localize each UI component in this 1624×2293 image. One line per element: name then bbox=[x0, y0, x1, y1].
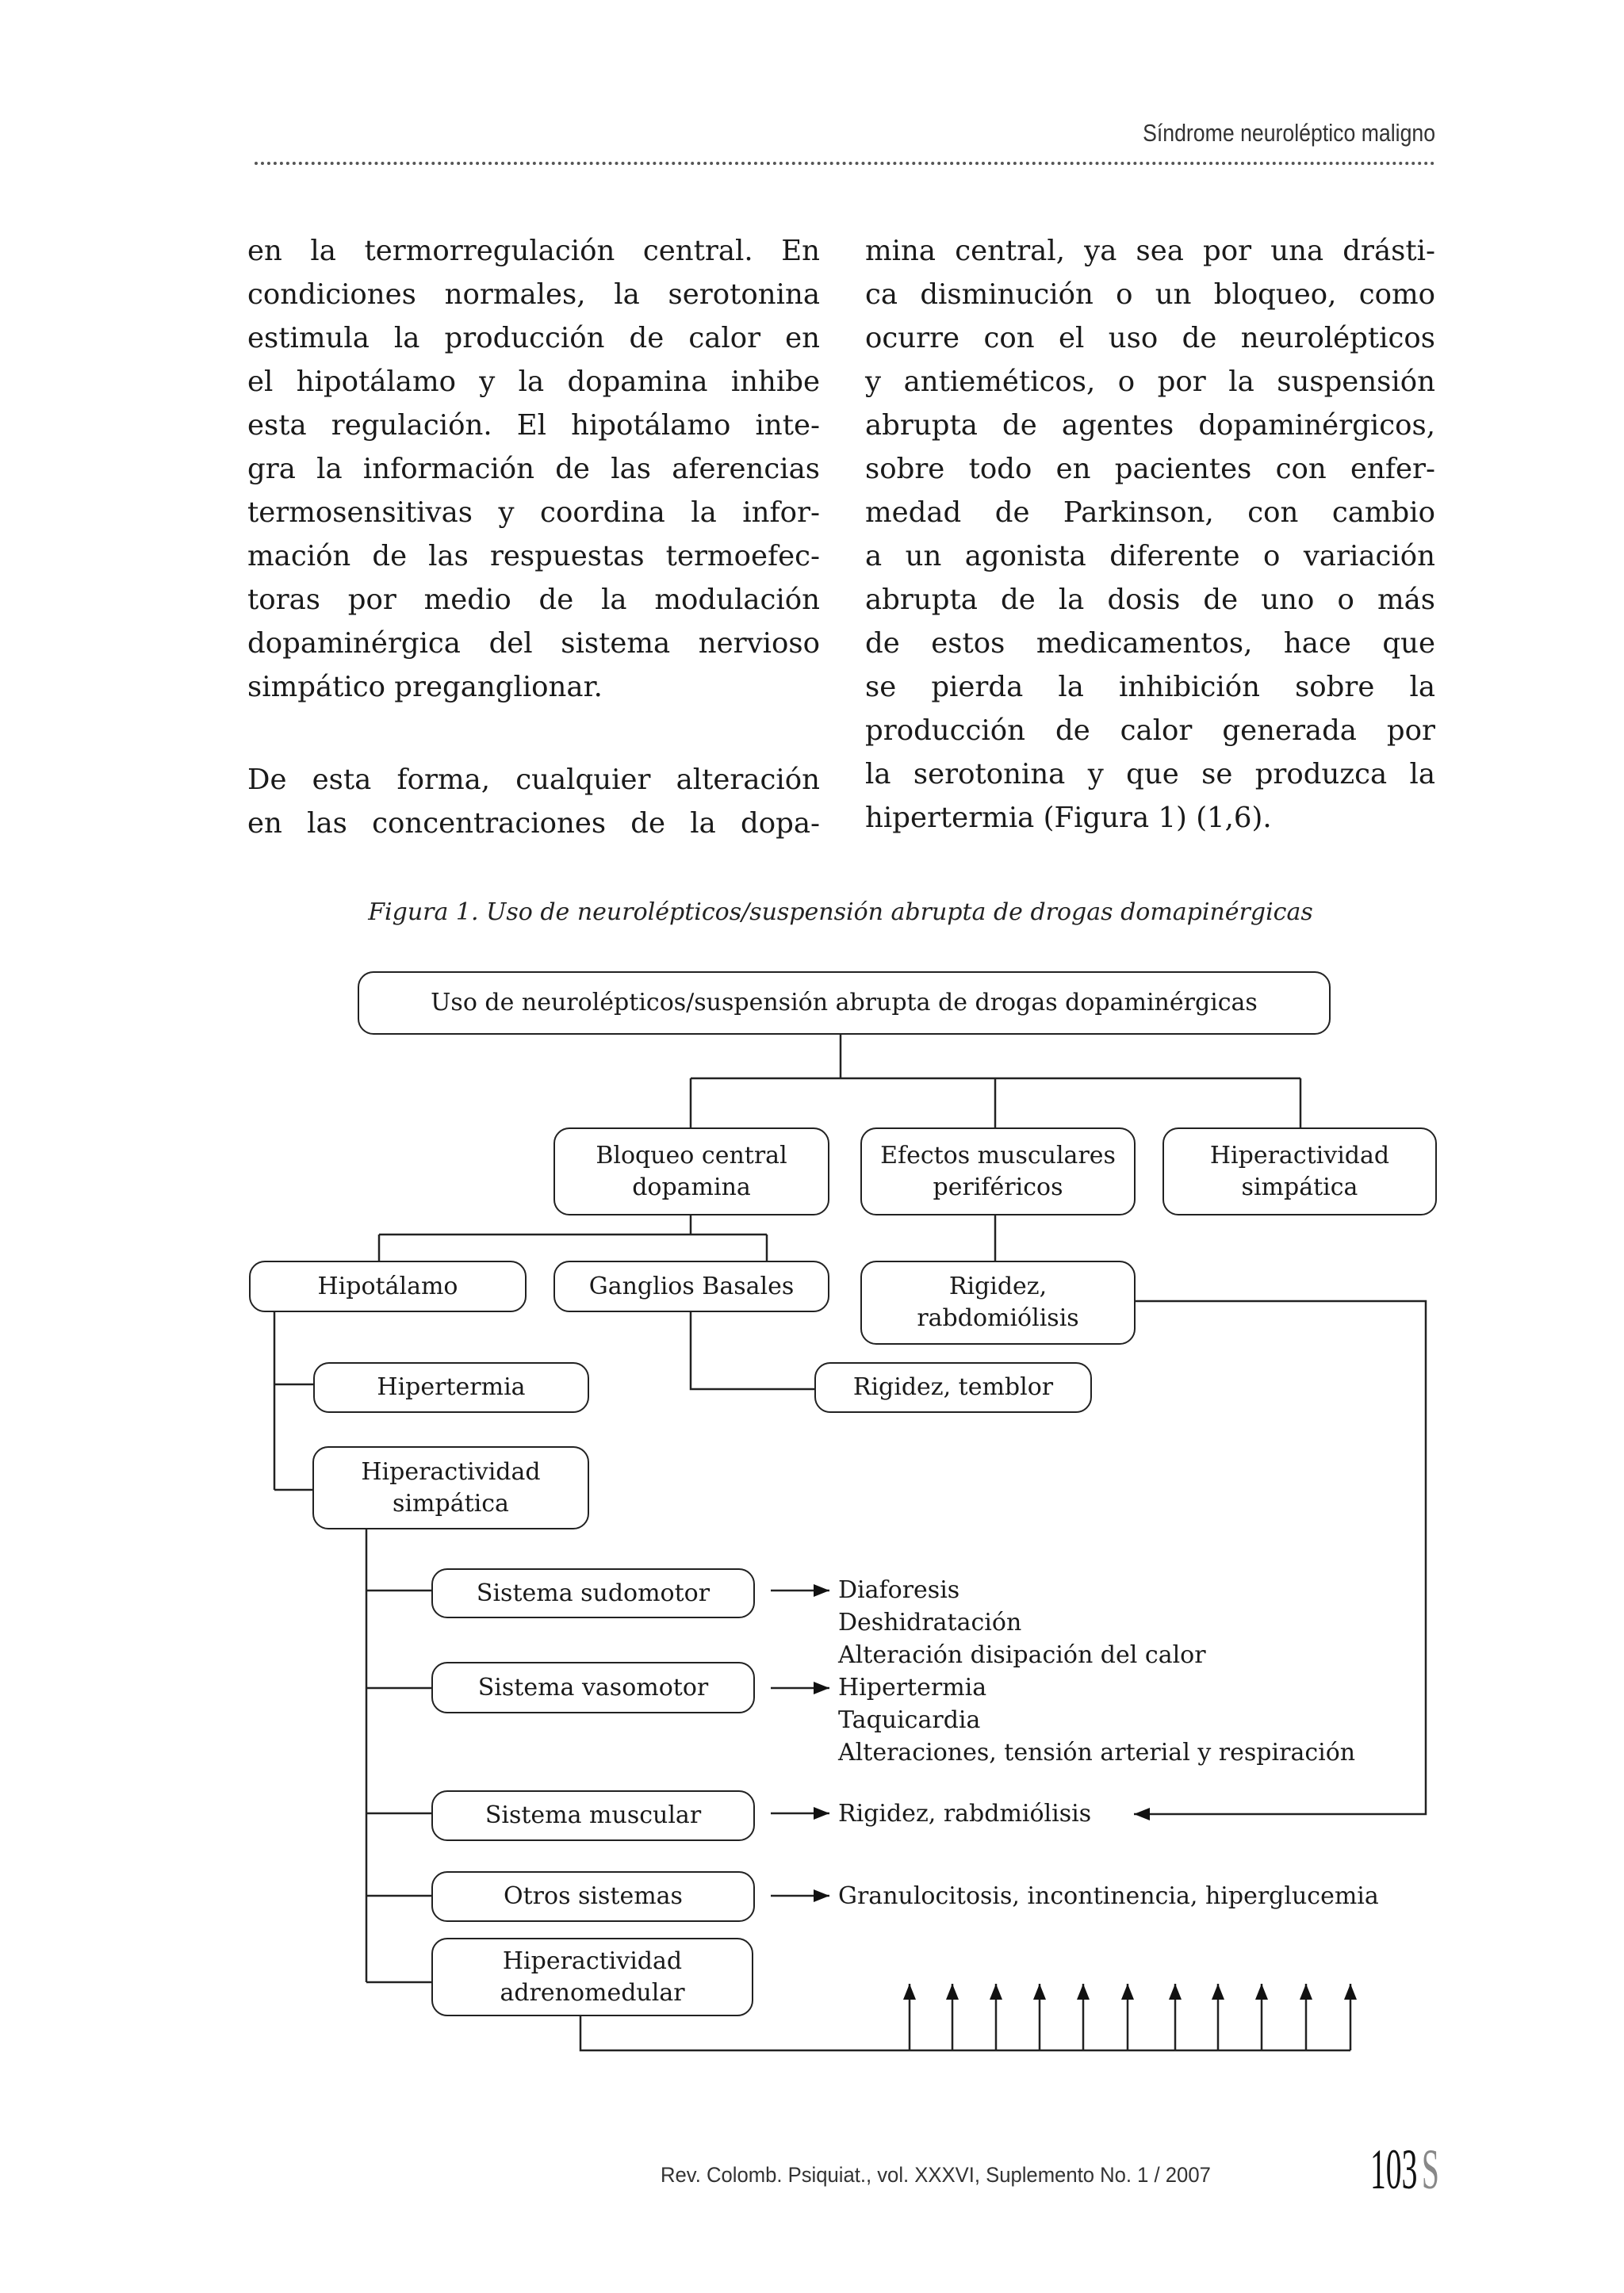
figure-caption: Figura 1. Uso de neurolépticos/suspensión abrupta de drogas domapinérgicas bbox=[368, 898, 1313, 926]
node-label-line: simpática bbox=[393, 1489, 509, 1518]
text-line: y antieméticos, o por la suspensión bbox=[865, 366, 1435, 398]
node-sistema-vasomotor bbox=[431, 1662, 755, 1713]
root-connector bbox=[691, 1035, 1300, 1127]
text-line: sobre todo en pacientes con enfer- bbox=[865, 453, 1435, 485]
text-line: producción de calor generada por bbox=[865, 714, 1435, 747]
bloqueo-connector bbox=[379, 1215, 767, 1261]
node-label-line: periféricos bbox=[933, 1173, 1063, 1201]
node-hiperactividad-simpatica-top bbox=[1162, 1127, 1437, 1215]
outcome-item: Taquicardia bbox=[838, 1706, 981, 1734]
node-label: Uso de neurolépticos/suspensión abrupta de drogas dopaminérgicas bbox=[431, 989, 1258, 1016]
node-otros-sistemas bbox=[431, 1871, 755, 1922]
text-line: el hipotálamo y la dopamina inhibe bbox=[247, 366, 820, 398]
node-label bbox=[1210, 1140, 1389, 1204]
node-bloqueo-central-dopamina bbox=[553, 1127, 829, 1215]
outcome-item: Hipertermia bbox=[838, 1674, 987, 1702]
outcome-item: Diaforesis bbox=[838, 1576, 960, 1604]
node-label: Sistema sudomotor bbox=[476, 1579, 710, 1607]
page-suffix: S bbox=[1421, 2138, 1439, 2201]
outcome-otros: Granulocitosis, incontinencia, hiperglucemia bbox=[838, 1882, 1379, 1910]
node-label-line: Rigidez, bbox=[948, 1273, 1048, 1300]
text-line: toras por medio de la modulación bbox=[247, 584, 820, 616]
node-label-line: dopamina bbox=[632, 1173, 751, 1201]
text-line: la serotonina y que se produzca la bbox=[865, 758, 1435, 790]
text-line: en las concentraciones de la dopa- bbox=[247, 807, 820, 840]
text-line: estimula la producción de calor en bbox=[247, 322, 820, 354]
text-line: a un agonista diferente o variación bbox=[865, 540, 1435, 572]
text-line: se pierda la inhibición sobre la bbox=[865, 671, 1435, 703]
journal-citation: Rev. Colomb. Psiquiat., vol. XXXVI, Suplemento No. 1 / 2007 bbox=[661, 2163, 1211, 2187]
outcome-item: Deshidratación bbox=[838, 1609, 1022, 1636]
node-label-line: Hiperactividad bbox=[502, 1947, 683, 1975]
node-hiperactividad-simpatica bbox=[312, 1446, 589, 1529]
text-line: mina central, ya sea por una drásti- bbox=[865, 235, 1435, 267]
node-label bbox=[917, 1271, 1078, 1334]
outcome-item: Alteración disipación del calor bbox=[838, 1641, 1206, 1669]
running-title: Síndrome neuroléptico maligno bbox=[1142, 119, 1435, 147]
text-line: medad de Parkinson, con cambio bbox=[865, 496, 1435, 529]
text-line: mación de las respuestas termoefec- bbox=[247, 540, 820, 572]
outcome-item: Alteraciones, tensión arterial y respiración bbox=[838, 1739, 1356, 1767]
page-number bbox=[1370, 2138, 1439, 2201]
text-line: hipertermia (Figura 1) (1,6). bbox=[865, 802, 1272, 834]
page-number-value: 103 bbox=[1370, 2138, 1418, 2201]
text-line: condiciones normales, la serotonina bbox=[247, 278, 820, 311]
text-line: abrupta de la dosis de uno o más bbox=[865, 584, 1435, 616]
node-hipertermia bbox=[313, 1362, 589, 1413]
text-line: termosensitivas y coordina la infor- bbox=[247, 496, 820, 529]
node-rigidez-temblor bbox=[814, 1362, 1092, 1413]
node-sistema-sudomotor bbox=[431, 1568, 755, 1618]
text-line: de estos medicamentos, hace que bbox=[865, 627, 1435, 660]
node-label: Hipertermia bbox=[377, 1373, 526, 1401]
text-line: dopaminérgica del sistema nervioso bbox=[247, 627, 820, 660]
node-label: Hipotálamo bbox=[317, 1272, 458, 1300]
node-label bbox=[361, 1457, 540, 1520]
node-label-line: Hiperactividad bbox=[1209, 1141, 1390, 1169]
node-label-line: Bloqueo central bbox=[596, 1141, 787, 1169]
text-line: ocurre con el uso de neurolépticos bbox=[865, 322, 1435, 354]
node-hiperactividad-adrenomedular bbox=[431, 1938, 753, 2016]
ganglios-connector bbox=[691, 1312, 814, 1389]
text-line: en la termorregulación central. En bbox=[247, 235, 820, 267]
node-label bbox=[880, 1140, 1116, 1204]
node-root bbox=[358, 971, 1331, 1035]
text-line: ca disminución o un bloqueo, como bbox=[865, 278, 1435, 311]
node-ganglios-basales bbox=[553, 1261, 829, 1312]
node-label: Otros sistemas bbox=[504, 1882, 683, 1910]
node-label-line: simpática bbox=[1241, 1173, 1358, 1201]
text-line: simpático preganglionar. bbox=[247, 671, 603, 703]
node-sistema-muscular bbox=[431, 1790, 755, 1841]
node-label-line: Hiperactividad bbox=[361, 1457, 541, 1486]
text-line: abrupta de agentes dopaminérgicos, bbox=[865, 409, 1435, 442]
node-efectos-musculares bbox=[860, 1127, 1136, 1215]
node-label bbox=[500, 1946, 684, 2009]
node-label-line: Efectos musculares bbox=[880, 1141, 1116, 1169]
node-label bbox=[596, 1140, 787, 1204]
hipotalamo-connector bbox=[274, 1312, 313, 1490]
node-label: Ganglios Basales bbox=[588, 1272, 795, 1300]
outcome-muscular: Rigidez, rabdmiólisis bbox=[838, 1800, 1092, 1828]
outcomes-sudomotor-vasomotor bbox=[838, 1574, 1355, 1769]
node-label: Sistema muscular bbox=[485, 1801, 702, 1829]
node-label: Rigidez, temblor bbox=[852, 1373, 1054, 1401]
node-label-line: adrenomedular bbox=[500, 1978, 685, 2007]
node-label: Sistema vasomotor bbox=[477, 1673, 709, 1702]
node-hipotalamo bbox=[249, 1261, 527, 1312]
simpatica-connector bbox=[366, 1529, 431, 1982]
adrenomedular-connector bbox=[580, 2016, 1350, 2050]
node-label-line: rabdomiólisis bbox=[917, 1304, 1079, 1332]
text-line: esta regulación. El hipotálamo inte- bbox=[247, 409, 820, 442]
text-line: gra la información de las aferencias bbox=[247, 453, 820, 485]
text-line: De esta forma, cualquier alteración bbox=[247, 764, 820, 796]
node-rigidez-rabdomiolisis bbox=[860, 1261, 1136, 1345]
